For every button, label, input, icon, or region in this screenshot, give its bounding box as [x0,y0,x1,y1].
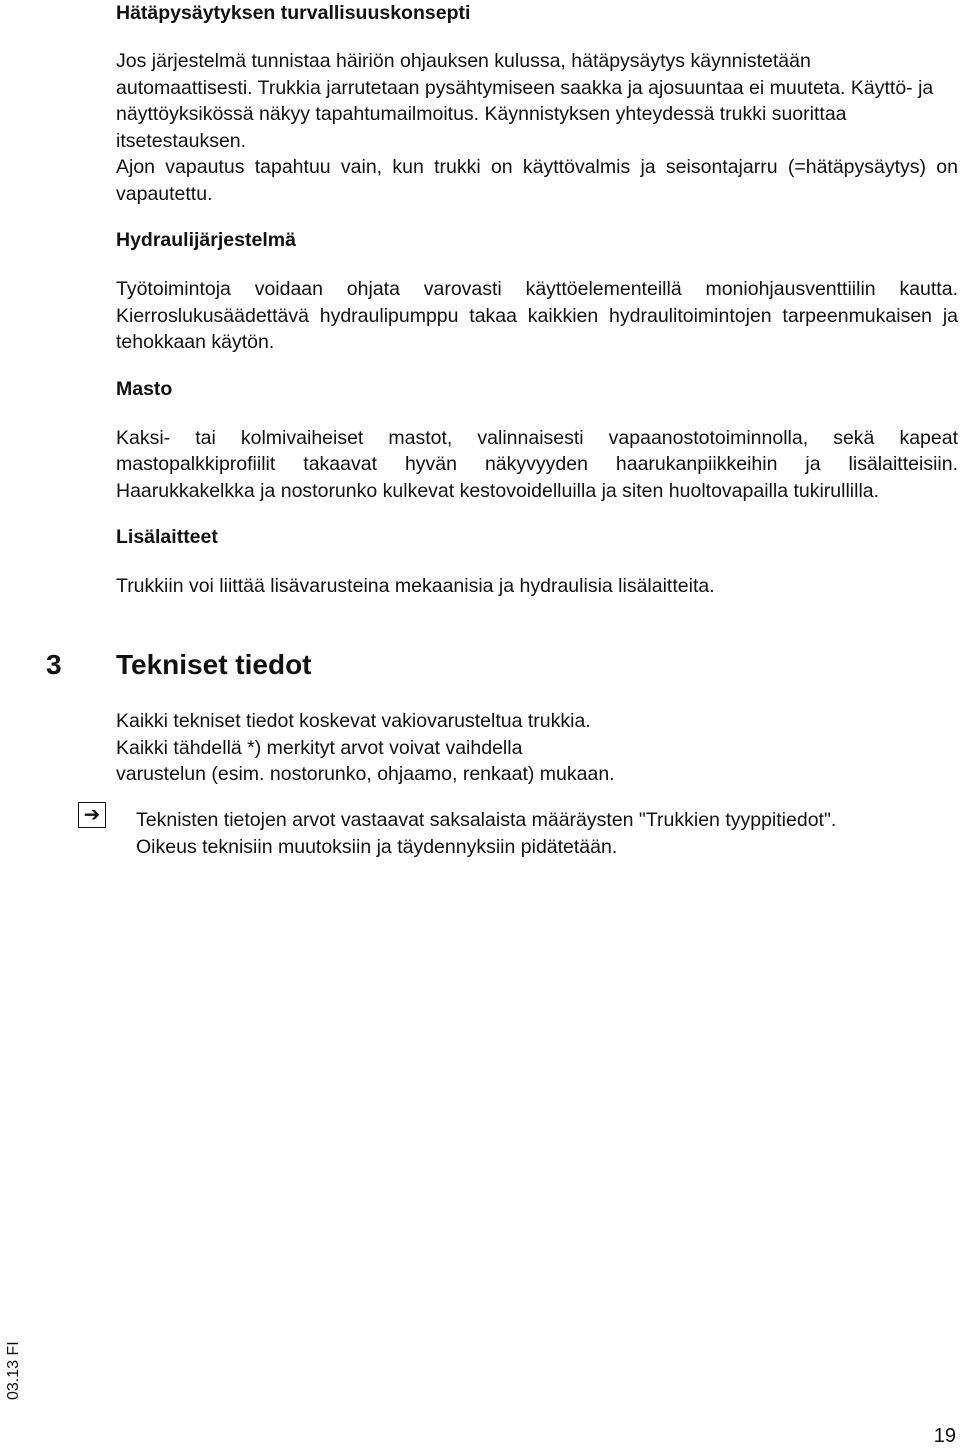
note-line-2: Oikeus teknisiin muutoksiin ja täydennyksiin pidätetään. [136,835,618,858]
paragraph-emergency-stop-2: Ajon vapautus tapahtuu vain, kun trukki on käyttövalmis ja seisontajarru (=hätäpysäytys) on vapautettu. [116,156,958,205]
note-line-1: Teknisten tietojen arvot vastaavat saksalaista määräysten "Trukkien tyyppitiedot". [136,809,837,831]
chapter-intro [116,708,958,788]
heading-hydraulics: Hydraulijärjestelmä [116,229,296,251]
heading-emergency-stop: Hätäpysäytyksen turvallisuuskonsepti [116,2,471,24]
chapter-number: 3 [46,649,62,680]
heading-mast: Masto [116,377,173,400]
chapter-heading [46,646,312,684]
chapter-intro-line-3: varustelun (esim. nostorunko, ohjaamo, renkaat) mukaan. [116,763,615,785]
chapter-intro-line-2: Kaikki tähdellä *) merkityt arvot voivat vaihdella [116,736,523,759]
paragraph-hydraulics: Työtoimintoja voidaan ohjata varovasti käyttöelementeillä moniohjausventtiilin kautta. Kierroslukusäädettävä hydraulipumppu takaa kaikkien hydraulitoimintojen tarpeenmukaisen ja tehokkaan käytön. [116,278,958,353]
heading-accessories: Lisälaitteet [116,526,218,548]
paragraph-emergency-stop-1: Jos järjestelmä tunnistaa häiriön ohjauksen kulussa, hätäpysäytys käynnistetään automaattisesti. Trukkia jarrutetaan pysähtymiseen saakka ja ajosuuntaa ei muuteta. Käyttö- ja näyttöyksikössä näkyy tapahtumailmoitus. Käynnistyksen yhteydessä trukki suorittaa itsetestauksen. [116,50,934,152]
chapter-intro-line-1: Kaikki tekniset tiedot koskevat vakiovarusteltua trukkia. [116,710,591,732]
arrow-right-icon: ➔ [78,802,106,828]
document-code: 03.13 FI [5,1341,22,1400]
paragraph-mast: Kaksi- tai kolmivaiheiset mastot, valinnaisesti vapaanostotoiminnolla, sekä kapeat mastopalkkiprofiilit takaavat hyvän näkyvyyden haarukanpiikkeihin ja lisälaitteisiin. Haarukkakelkka ja nostorunko kulkevat kestovoidelluilla ja siten huoltovapailla tukirullilla. [116,426,958,502]
paragraph-accessories: Trukkiin voi liittää lisävarusteina mekaanisia ja hydraulisia lisälaitteita. [116,575,715,597]
note-text [136,807,958,860]
main-content [116,0,958,600]
page-number: 19 [933,1425,956,1447]
chapter-title: Tekniset tiedot [116,649,312,680]
